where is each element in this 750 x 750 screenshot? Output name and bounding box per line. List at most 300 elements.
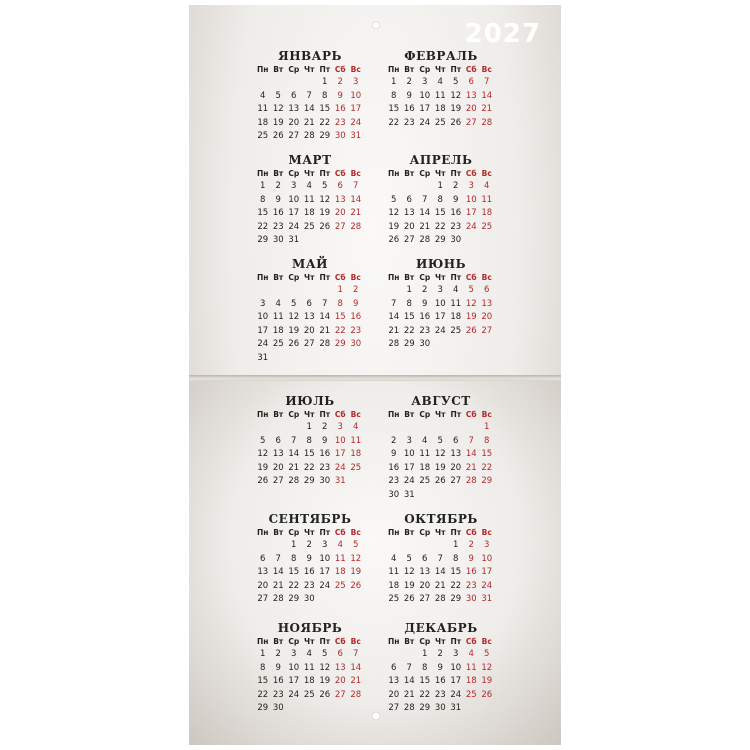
- week-row: [386, 311, 496, 325]
- week-row: [386, 539, 496, 553]
- day-cell: 15: [434, 208, 446, 219]
- day-cell: 14: [288, 449, 300, 460]
- day-cell: 10: [419, 90, 431, 101]
- day-cell: 15: [288, 567, 300, 578]
- weekday-label: Чт: [304, 410, 315, 419]
- day-cell: 11: [481, 194, 493, 205]
- day-cell: 6: [468, 77, 474, 87]
- week-row: [255, 689, 365, 703]
- day-cell: [333, 234, 349, 248]
- weekday-label: Пт: [319, 637, 331, 646]
- day-cell: 16: [419, 312, 431, 323]
- day-cell: 21: [465, 462, 477, 473]
- day-cell: 11: [350, 435, 362, 446]
- day-cell: 30: [388, 489, 400, 500]
- day-cell: 29: [419, 703, 431, 714]
- day-cell: [302, 234, 318, 248]
- day-cell: 3: [260, 298, 266, 309]
- day-cell: 25: [388, 594, 400, 605]
- day-cell: 18: [303, 676, 315, 687]
- day-cell: 19: [288, 325, 300, 336]
- day-cell: 9: [322, 435, 328, 446]
- day-cell: 26: [465, 325, 477, 336]
- day-cell: 10: [434, 298, 446, 309]
- day-cell: 17: [288, 208, 300, 219]
- week-row: [386, 298, 496, 312]
- day-cell: 9: [422, 298, 428, 309]
- day-cell: 29: [334, 339, 346, 350]
- day-cell: 6: [484, 285, 490, 295]
- day-cell: 22: [481, 462, 493, 473]
- weekday-label: Ср: [419, 410, 431, 419]
- day-cell: 6: [422, 553, 428, 564]
- day-cell: 9: [391, 449, 397, 460]
- day-cell: 8: [453, 553, 459, 564]
- weekday-label: Вс: [481, 273, 492, 282]
- day-cell: 25: [481, 221, 493, 232]
- week-row: [386, 489, 496, 503]
- weekday-label: Ср: [288, 273, 300, 282]
- day-cell: 9: [275, 662, 281, 673]
- day-cell: [317, 234, 333, 248]
- day-cell: 9: [337, 90, 343, 101]
- day-cell: [348, 702, 364, 716]
- day-cell: 4: [391, 553, 397, 564]
- day-cell: 24: [319, 580, 331, 591]
- day-cell: 18: [419, 462, 431, 473]
- day-cell: 9: [437, 662, 443, 673]
- day-cell: 4: [468, 649, 474, 659]
- day-cell: 28: [388, 339, 400, 350]
- day-cell: [348, 234, 364, 248]
- day-cell: [417, 180, 433, 194]
- day-cell: [255, 284, 271, 298]
- day-cell: 21: [303, 117, 315, 128]
- day-cell: 14: [481, 90, 493, 101]
- day-cell: 12: [465, 298, 477, 309]
- day-cell: 16: [350, 312, 362, 323]
- day-cell: 7: [322, 298, 328, 309]
- day-cell: [302, 702, 318, 716]
- day-cell: 20: [388, 689, 400, 700]
- day-cell: 10: [257, 312, 269, 323]
- day-cell: 17: [419, 104, 431, 115]
- day-cell: 21: [350, 676, 362, 687]
- day-cell: 15: [319, 104, 331, 115]
- day-cell: 25: [257, 131, 269, 142]
- day-cell: 3: [406, 435, 412, 446]
- weekday-label: Сб: [334, 410, 346, 419]
- month-block: [255, 620, 365, 716]
- day-cell: 30: [272, 703, 284, 714]
- week-row: [386, 76, 496, 90]
- day-cell: 12: [434, 449, 446, 460]
- year-title: 2027: [464, 19, 541, 49]
- day-cell: 29: [303, 476, 315, 487]
- day-cell: 20: [257, 580, 269, 591]
- day-cell: 30: [334, 131, 346, 142]
- day-cell: 14: [272, 567, 284, 578]
- week-row: [255, 675, 365, 689]
- weekday-header: [386, 168, 496, 180]
- day-cell: 7: [484, 77, 490, 87]
- day-cell: 27: [403, 235, 415, 246]
- day-cell: 1: [337, 285, 343, 295]
- day-cell: [255, 539, 271, 553]
- day-cell: 30: [465, 594, 477, 605]
- day-cell: 31: [450, 703, 462, 714]
- day-cell: 11: [303, 194, 315, 205]
- day-cell: 13: [419, 567, 431, 578]
- weekday-label: Пт: [319, 169, 331, 178]
- day-cell: 26: [288, 339, 300, 350]
- weekday-header: [255, 64, 365, 76]
- day-cell: 21: [288, 462, 300, 473]
- day-cell: [479, 338, 495, 352]
- day-cell: 19: [481, 676, 493, 687]
- day-cell: 23: [403, 117, 415, 128]
- day-cell: 23: [272, 221, 284, 232]
- week-row: [386, 675, 496, 689]
- weekday-label: Вт: [273, 169, 284, 178]
- day-cell: 2: [322, 422, 328, 432]
- day-cell: [433, 489, 449, 503]
- day-cell: 21: [419, 221, 431, 232]
- day-cell: 26: [319, 221, 331, 232]
- week-row: [386, 284, 496, 298]
- day-cell: 21: [319, 325, 331, 336]
- day-cell: 27: [419, 594, 431, 605]
- day-cell: 20: [403, 221, 415, 232]
- day-cell: 16: [272, 208, 284, 219]
- day-cell: 15: [257, 676, 269, 687]
- day-cell: 10: [288, 194, 300, 205]
- day-cell: [417, 489, 433, 503]
- month-block: [386, 152, 496, 248]
- weekday-label: Вт: [273, 528, 284, 537]
- weekday-label: Сб: [334, 65, 346, 74]
- week-row: [255, 117, 365, 131]
- day-cell: 23: [334, 117, 346, 128]
- day-cell: 14: [350, 194, 362, 205]
- day-cell: 27: [334, 689, 346, 700]
- month-block: [255, 393, 365, 489]
- day-cell: 17: [257, 325, 269, 336]
- day-cell: 9: [275, 194, 281, 205]
- day-cell: 16: [319, 449, 331, 460]
- week-row: [386, 221, 496, 235]
- day-cell: 26: [257, 476, 269, 487]
- day-cell: 5: [484, 649, 490, 659]
- day-cell: 19: [403, 580, 415, 591]
- week-row: [255, 648, 365, 662]
- day-cell: 1: [453, 540, 459, 550]
- day-cell: 9: [306, 553, 312, 564]
- week-row: [255, 553, 365, 567]
- day-cell: 8: [484, 435, 490, 446]
- day-cell: 4: [275, 298, 281, 309]
- day-cell: 10: [288, 662, 300, 673]
- weekday-label: Ср: [288, 169, 300, 178]
- week-row: [255, 298, 365, 312]
- weekday-label: Ср: [288, 528, 300, 537]
- weekday-header: [386, 527, 496, 539]
- day-cell: 30: [434, 703, 446, 714]
- day-cell: 3: [453, 649, 459, 659]
- day-cell: 28: [350, 689, 362, 700]
- day-cell: 29: [257, 235, 269, 246]
- calendar-lower-panel: [189, 378, 561, 745]
- day-cell: 24: [481, 580, 493, 591]
- day-cell: 16: [272, 676, 284, 687]
- day-cell: 7: [406, 662, 412, 673]
- day-cell: 17: [334, 449, 346, 460]
- day-cell: 22: [403, 325, 415, 336]
- day-cell: 24: [419, 117, 431, 128]
- day-cell: 21: [350, 208, 362, 219]
- week-row: [255, 234, 365, 248]
- week-row: [386, 234, 496, 248]
- day-cell: 7: [437, 553, 443, 564]
- day-cell: 10: [465, 194, 477, 205]
- day-cell: 31: [334, 476, 346, 487]
- day-cell: 5: [322, 181, 328, 191]
- day-cell: 10: [450, 662, 462, 673]
- day-cell: 2: [275, 181, 281, 191]
- day-cell: 5: [391, 194, 397, 205]
- day-cell: 11: [419, 449, 431, 460]
- day-cell: 28: [303, 131, 315, 142]
- day-cell: 25: [434, 117, 446, 128]
- day-cell: 3: [353, 77, 359, 87]
- weekday-label: Вт: [273, 273, 284, 282]
- day-cell: 15: [450, 567, 462, 578]
- month-name: ФЕВРАЛЬ: [404, 49, 478, 63]
- day-cell: 17: [350, 104, 362, 115]
- weekday-label: Пт: [319, 273, 331, 282]
- week-row: [255, 180, 365, 194]
- top-hanger-hole: [372, 21, 380, 29]
- week-row: [386, 689, 496, 703]
- day-cell: 28: [465, 476, 477, 487]
- day-cell: 15: [403, 312, 415, 323]
- day-cell: 18: [303, 208, 315, 219]
- weekday-label: Вт: [273, 65, 284, 74]
- day-cell: 18: [450, 312, 462, 323]
- week-row: [386, 103, 496, 117]
- weekday-label: Вт: [404, 65, 415, 74]
- weekday-label: Пт: [319, 65, 331, 74]
- weekday-label: Ср: [419, 528, 431, 537]
- week-row: [255, 580, 365, 594]
- week-row: [255, 130, 365, 144]
- day-cell: 17: [465, 208, 477, 219]
- weekday-label: Сб: [465, 410, 477, 419]
- day-cell: 24: [288, 689, 300, 700]
- day-cell: 22: [388, 117, 400, 128]
- day-cell: 6: [406, 194, 412, 205]
- week-row: [255, 448, 365, 462]
- day-cell: 7: [291, 435, 297, 446]
- day-cell: 30: [450, 235, 462, 246]
- day-cell: [402, 421, 418, 435]
- weekday-label: Вс: [481, 169, 492, 178]
- day-cell: 13: [450, 449, 462, 460]
- day-cell: [402, 539, 418, 553]
- day-cell: [333, 593, 349, 607]
- day-cell: 31: [481, 594, 493, 605]
- day-cell: [433, 338, 449, 352]
- day-cell: 10: [319, 553, 331, 564]
- weekday-label: Чт: [435, 169, 446, 178]
- day-cell: 23: [465, 580, 477, 591]
- day-cell: 16: [465, 567, 477, 578]
- day-cell: 28: [272, 594, 284, 605]
- weekday-label: Вс: [350, 273, 361, 282]
- day-cell: [464, 338, 480, 352]
- day-cell: 7: [468, 435, 474, 446]
- day-cell: [464, 489, 480, 503]
- weekday-label: Сб: [334, 273, 346, 282]
- day-cell: 14: [350, 662, 362, 673]
- weekday-label: Вс: [350, 637, 361, 646]
- day-cell: [448, 489, 464, 503]
- month-name: ИЮНЬ: [415, 257, 467, 271]
- day-cell: 20: [303, 325, 315, 336]
- day-cell: 14: [303, 104, 315, 115]
- day-cell: 19: [257, 462, 269, 473]
- week-row: [386, 194, 496, 208]
- weekday-label: Вс: [481, 65, 492, 74]
- day-cell: [348, 593, 364, 607]
- day-cell: 18: [257, 117, 269, 128]
- weekday-label: Чт: [435, 528, 446, 537]
- day-cell: 10: [403, 449, 415, 460]
- weekday-label: Чт: [435, 410, 446, 419]
- day-cell: 30: [350, 339, 362, 350]
- week-row: [255, 76, 365, 90]
- day-cell: 23: [272, 689, 284, 700]
- day-cell: 23: [319, 462, 331, 473]
- day-cell: 22: [450, 580, 462, 591]
- day-cell: 25: [334, 580, 346, 591]
- day-cell: 4: [260, 90, 266, 101]
- day-cell: 27: [465, 117, 477, 128]
- day-cell: 21: [481, 104, 493, 115]
- day-cell: 1: [437, 181, 443, 191]
- day-cell: 9: [353, 298, 359, 309]
- day-cell: [479, 702, 495, 716]
- weekday-header: [255, 409, 365, 421]
- month-name: АПРЕЛЬ: [409, 153, 473, 167]
- day-cell: 16: [334, 104, 346, 115]
- day-cell: 15: [303, 449, 315, 460]
- day-cell: 26: [450, 117, 462, 128]
- day-cell: 22: [257, 221, 269, 232]
- day-cell: 28: [403, 703, 415, 714]
- weekday-label: Чт: [304, 637, 315, 646]
- weekday-label: Пн: [388, 637, 400, 646]
- month-name: ДЕКАБРЬ: [404, 621, 478, 635]
- weekday-label: Пт: [450, 65, 462, 74]
- day-cell: 5: [260, 435, 266, 446]
- weekday-header: [255, 527, 365, 539]
- month-name: СЕНТЯБРЬ: [268, 512, 352, 526]
- month-name: ЯНВАРЬ: [278, 49, 342, 63]
- weekday-label: Ср: [288, 65, 300, 74]
- week-row: [386, 325, 496, 339]
- day-cell: 13: [465, 90, 477, 101]
- day-cell: 8: [437, 194, 443, 205]
- day-cell: 12: [450, 90, 462, 101]
- day-cell: 23: [434, 689, 446, 700]
- day-cell: 2: [453, 181, 459, 191]
- day-cell: 15: [257, 208, 269, 219]
- day-cell: 4: [453, 285, 459, 295]
- day-cell: 31: [403, 489, 415, 500]
- day-cell: 18: [272, 325, 284, 336]
- weekday-label: Сб: [465, 65, 477, 74]
- day-cell: 18: [465, 676, 477, 687]
- day-cell: [255, 76, 271, 90]
- day-cell: 14: [419, 208, 431, 219]
- day-cell: 8: [260, 662, 266, 673]
- month-block: [386, 393, 496, 503]
- day-cell: 22: [303, 462, 315, 473]
- calendar-sheet: [189, 5, 561, 745]
- weekday-label: Пн: [388, 528, 400, 537]
- day-cell: 16: [388, 462, 400, 473]
- week-row: [386, 648, 496, 662]
- day-cell: 16: [450, 208, 462, 219]
- weekday-label: Пт: [450, 637, 462, 646]
- day-cell: 1: [406, 285, 412, 295]
- day-cell: 19: [319, 208, 331, 219]
- day-cell: 28: [434, 594, 446, 605]
- weekday-label: Сб: [334, 169, 346, 178]
- day-cell: 2: [306, 540, 312, 550]
- day-cell: 8: [337, 298, 343, 309]
- week-row: [386, 566, 496, 580]
- weekday-label: Сб: [465, 273, 477, 282]
- weekday-label: Чт: [435, 65, 446, 74]
- day-cell: 20: [334, 676, 346, 687]
- day-cell: 24: [257, 339, 269, 350]
- day-cell: 3: [322, 540, 328, 550]
- weekday-label: Сб: [465, 528, 477, 537]
- day-cell: 7: [306, 90, 312, 101]
- week-row: [255, 421, 365, 435]
- day-cell: 2: [275, 649, 281, 659]
- day-cell: 22: [434, 221, 446, 232]
- day-cell: 8: [291, 553, 297, 564]
- day-cell: 8: [322, 90, 328, 101]
- week-row: [255, 103, 365, 117]
- weekday-label: Пн: [257, 637, 269, 646]
- day-cell: 31: [350, 131, 362, 142]
- day-cell: 1: [422, 649, 428, 659]
- day-cell: 11: [303, 662, 315, 673]
- weekday-label: Пн: [257, 528, 269, 537]
- day-cell: 6: [337, 181, 343, 191]
- day-cell: 30: [419, 339, 431, 350]
- day-cell: 4: [422, 435, 428, 446]
- day-cell: 25: [350, 462, 362, 473]
- day-cell: [271, 284, 287, 298]
- day-cell: [317, 702, 333, 716]
- day-cell: [479, 234, 495, 248]
- week-row: [255, 90, 365, 104]
